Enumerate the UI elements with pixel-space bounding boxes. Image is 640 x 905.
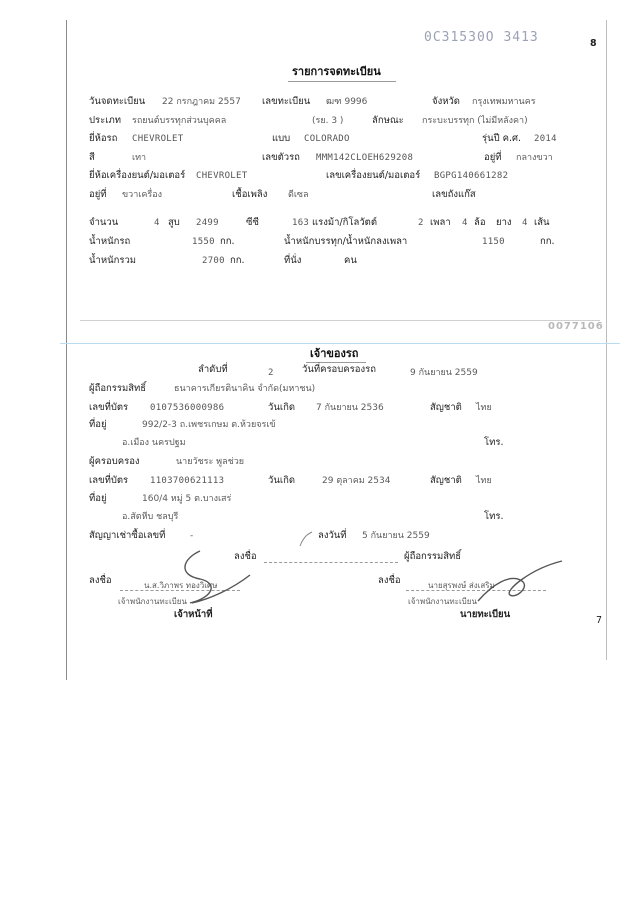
dob2-label: วันเกิด [268, 475, 295, 486]
owner-name: ธนาคารเกียรตินาคิน จำกัด(มหาชน) [174, 384, 316, 394]
tires-value: 4 [522, 218, 528, 228]
engine-no: BGPG140661282 [434, 171, 509, 181]
brand: CHEVROLET [132, 134, 184, 144]
right-role-small: เจ้าพนักงานทะเบียน [408, 597, 477, 606]
fuel: ดีเซล [288, 190, 309, 200]
possess-date: 9 กันยายน 2559 [410, 368, 478, 378]
paper-left-edge [66, 20, 67, 680]
id-label: เลขที่บัตร [89, 402, 129, 413]
address-line-2: อ.เมือง นครปฐม [122, 438, 186, 448]
dob-label: วันเกิด [268, 402, 295, 413]
gas-tank-label: เลขถังแก๊ส [432, 189, 476, 200]
center-scribble-mark [296, 530, 316, 550]
left-signer-name: น.ส.วิภาพร ทองวิเศษ [144, 581, 218, 590]
engine-no-label: เลขเครื่องยนต์/มอเตอร์ [326, 170, 421, 181]
vehicle-type: รถยนต์บรรทุกส่วนบุคคล [132, 116, 227, 126]
chassis-loc: กลางขวา [516, 153, 553, 163]
chassis-label: เลขตัวรถ [262, 152, 300, 163]
axles-value: 2 [418, 218, 424, 228]
wheels-value: 4 [462, 218, 468, 228]
nationality2-label: สัญชาติ [430, 475, 462, 486]
nationality-label: สัญชาติ [430, 402, 462, 413]
dob2: 29 ตุลาคม 2534 [322, 476, 391, 486]
contract-date: 5 กันยายน 2559 [362, 531, 430, 541]
cyl-count: 4 [154, 218, 160, 228]
cc-label: ซีซี [246, 217, 259, 228]
model-year: 2014 [534, 134, 557, 144]
engine-brand-label: ยี่ห้อเครื่องยนต์/มอเตอร์ [89, 170, 186, 181]
owner-label: ผู้ถือกรรมสิทธิ์ [89, 383, 147, 394]
load: 1150 [482, 237, 505, 247]
gross-label: น้ำหนักรวม [89, 255, 137, 266]
chassis-loc-label: อยู่ที่ [484, 152, 502, 163]
kg-unit-1: กก. [220, 236, 235, 247]
seats-unit: คน [344, 255, 357, 266]
vehicle-style: กระบะบรรทุก (ไม่มีหลังคา) [422, 116, 528, 126]
kg-unit-3: กก. [230, 255, 245, 266]
address-line-3: 160/4 หมู่ 5 ต.บางเสร่ [142, 494, 232, 504]
possessor-label: ผู้ครอบครอง [89, 456, 140, 467]
address-line-1: 992/2-3 ถ.เพชรเกษม ต.ห้วยจรเข้ [142, 420, 276, 430]
engine-brand: CHEVROLET [196, 171, 248, 181]
tires-unit: เส้น [534, 217, 550, 228]
hp-label: แรงม้า/กิโลวัตต์ [312, 217, 378, 228]
wheels-label: ล้อ [474, 217, 486, 228]
nationality: ไทย [476, 403, 492, 413]
address-line-4: อ.สัตหีบ ชลบุรี [122, 512, 179, 522]
province: กรุงเทพมหานคร [472, 97, 536, 107]
weight: 1550 [192, 237, 215, 247]
right-sign-label: ลงชื่อ [378, 575, 401, 586]
model-label: แบบ [272, 133, 291, 144]
kg-unit-2: กก. [540, 236, 555, 247]
right-signature-mark [470, 555, 570, 615]
id-no: 0107536000986 [150, 403, 225, 413]
faint-stamp: 0077106 [548, 321, 604, 332]
page-mark-top: 8 [590, 38, 597, 49]
possessor-name: นายวัชระ พูลช่วย [176, 457, 245, 467]
style-label: ลักษณะ [372, 115, 404, 126]
reg-date: 22 กรกฎาคม 2557 [162, 97, 241, 107]
seats-label: ที่นั่ง [284, 255, 302, 266]
engine-loc: ขวาเครื่อง [122, 190, 162, 200]
contract-date-label: ลงวันที่ [318, 530, 347, 541]
id2-label: เลขที่บัตร [89, 475, 129, 486]
left-role: เจ้าหน้าที่ [174, 609, 213, 620]
registration-title: รายการจดทะเบียน [292, 65, 381, 78]
left-sign-label: ลงชื่อ [89, 575, 112, 586]
owner-sign-label: ผู้ถือกรรมสิทธิ์ [404, 551, 462, 562]
left-signature-mark [170, 545, 260, 615]
fuel-label: เชื้อเพลิง [232, 189, 268, 200]
dob: 7 กันยายน 2536 [316, 403, 384, 413]
address-label: ที่อยู่ [89, 419, 107, 430]
seq-no: 2 [268, 368, 274, 378]
cc-value: 2499 [196, 218, 219, 228]
id2-no: 1103700621113 [150, 476, 225, 486]
seq-label: ลำดับที่ [198, 364, 228, 375]
reg-date-label: วันจดทะเบียน [89, 96, 146, 107]
title-underline [288, 81, 396, 82]
contract-no: - [190, 531, 194, 541]
tires-label: ยาง [496, 217, 512, 228]
paper-right-edge [606, 20, 607, 660]
center-sign-line [264, 562, 398, 563]
engine-loc-label: อยู่ที่ [89, 189, 107, 200]
province-label: จังหวัด [432, 96, 460, 107]
reg-no-label: เลขทะเบียน [262, 96, 311, 107]
scan-fold-line [60, 343, 620, 344]
color-label: สี [89, 152, 95, 163]
type-code: (รย. 3 ) [312, 116, 344, 126]
tel2-label: โทร. [484, 511, 504, 522]
brand-label: ยี่ห้อรถ [89, 133, 118, 144]
type-label: ประเภท [89, 115, 122, 126]
right-signer-name: นายสุรพงษ์ ส่งเสริม [428, 581, 495, 590]
model-year-label: รุ่นปี ค.ศ. [482, 133, 522, 144]
reg-no: ฒฑ 9996 [326, 97, 368, 107]
axles-label: เพลา [430, 217, 451, 228]
owner-title-underline [306, 362, 366, 363]
model: COLORADO [304, 134, 350, 144]
handwritten-number: 0C31530O 3413 [424, 30, 539, 45]
nationality2: ไทย [476, 476, 492, 486]
cyl-label: จำนวน [89, 217, 119, 228]
owner-title: เจ้าของรถ [310, 347, 359, 360]
hp-value: 163 [292, 218, 310, 228]
address2-label: ที่อยู่ [89, 493, 107, 504]
possess-date-label: วันที่ครอบครองรถ [302, 364, 376, 375]
page-number: 7 [596, 615, 603, 626]
load-label: น้ำหนักบรรทุก/น้ำหนักลงเพลา [284, 236, 408, 247]
left-role-small: เจ้าพนักงานทะเบียน [118, 597, 187, 606]
cyl-unit: สูบ [168, 217, 180, 228]
contract-label: สัญญาเช่าซื้อเลขที่ [89, 530, 166, 541]
right-role: นายทะเบียน [460, 609, 511, 620]
tel-label: โทร. [484, 437, 504, 448]
section-divider [80, 320, 600, 321]
gross-weight: 2700 [202, 256, 225, 266]
center-sign-label: ลงชื่อ [234, 551, 257, 562]
color: เทา [132, 153, 147, 163]
weight-label: น้ำหนักรถ [89, 236, 131, 247]
chassis-no: MMM142CLOEH629208 [316, 153, 414, 163]
